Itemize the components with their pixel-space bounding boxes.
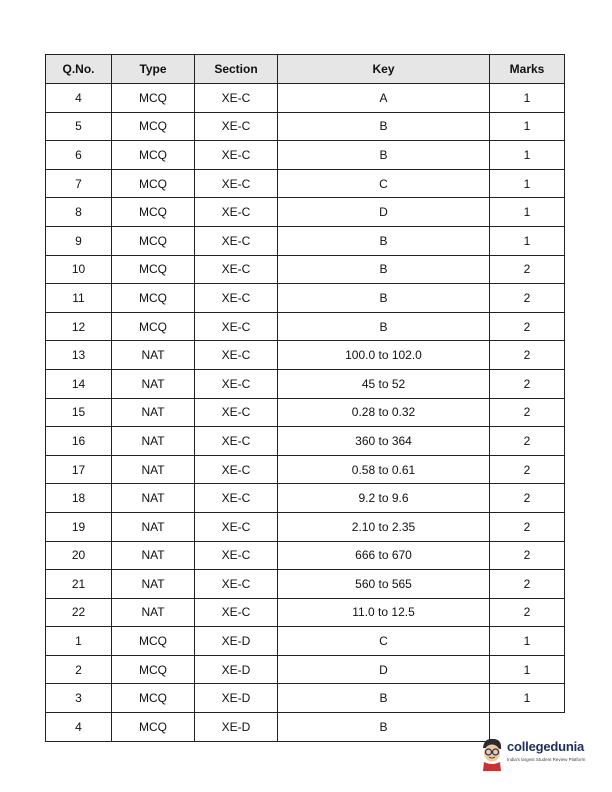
cell-marks: 1 xyxy=(490,198,565,227)
cell-type: NAT xyxy=(112,398,195,427)
cell-section: XE-C xyxy=(195,398,278,427)
cell-key: 0.58 to 0.61 xyxy=(278,455,490,484)
cell-type: MCQ xyxy=(112,655,195,684)
cell-section: XE-C xyxy=(195,541,278,570)
cell-qno: 6 xyxy=(46,141,112,170)
cell-marks: 2 xyxy=(490,427,565,456)
cell-key: B xyxy=(278,713,490,742)
cell-qno: 21 xyxy=(46,570,112,599)
cell-key: 2.10 to 2.35 xyxy=(278,512,490,541)
header-marks: Marks xyxy=(490,55,565,84)
cell-marks: 2 xyxy=(490,284,565,313)
table-row xyxy=(46,141,565,170)
cell-type: MCQ xyxy=(112,684,195,713)
table-row xyxy=(46,398,565,427)
table-row xyxy=(46,655,565,684)
cell-qno: 3 xyxy=(46,684,112,713)
table-body xyxy=(46,84,565,742)
cell-section: XE-D xyxy=(195,713,278,742)
cell-section: XE-C xyxy=(195,455,278,484)
cell-marks: 2 xyxy=(490,369,565,398)
cell-marks: 2 xyxy=(490,541,565,570)
cell-key: B xyxy=(278,312,490,341)
table-row xyxy=(46,627,565,656)
table-row xyxy=(46,512,565,541)
header-type: Type xyxy=(112,55,195,84)
cell-key: 666 to 670 xyxy=(278,541,490,570)
cell-qno: 4 xyxy=(46,713,112,742)
cell-marks: 2 xyxy=(490,570,565,599)
cell-qno: 7 xyxy=(46,169,112,198)
cell-marks: 1 xyxy=(490,141,565,170)
cell-marks: 1 xyxy=(490,226,565,255)
cell-qno: 13 xyxy=(46,341,112,370)
table-row xyxy=(46,198,565,227)
table-row xyxy=(46,570,565,599)
cell-qno: 14 xyxy=(46,369,112,398)
cell-marks: 2 xyxy=(490,598,565,627)
cell-section: XE-C xyxy=(195,284,278,313)
cell-qno: 17 xyxy=(46,455,112,484)
cell-qno: 5 xyxy=(46,112,112,141)
header-key: Key xyxy=(278,55,490,84)
cell-type: NAT xyxy=(112,598,195,627)
table-row xyxy=(46,341,565,370)
cell-section: XE-D xyxy=(195,627,278,656)
cell-key: D xyxy=(278,198,490,227)
header-section: Section xyxy=(195,55,278,84)
cell-section: XE-C xyxy=(195,312,278,341)
table-row xyxy=(46,255,565,284)
cell-qno: 4 xyxy=(46,84,112,113)
mascot-icon xyxy=(478,736,506,772)
cell-section: XE-C xyxy=(195,341,278,370)
table-row xyxy=(46,112,565,141)
cell-qno: 20 xyxy=(46,541,112,570)
cell-type: MCQ xyxy=(112,627,195,656)
cell-type: MCQ xyxy=(112,169,195,198)
cell-key: 560 to 565 xyxy=(278,570,490,599)
cell-section: XE-C xyxy=(195,570,278,599)
cell-key: D xyxy=(278,655,490,684)
cell-section: XE-C xyxy=(195,484,278,513)
cell-section: XE-C xyxy=(195,226,278,255)
cell-key: B xyxy=(278,141,490,170)
cell-key: 11.0 to 12.5 xyxy=(278,598,490,627)
cell-type: NAT xyxy=(112,512,195,541)
cell-section: XE-C xyxy=(195,369,278,398)
cell-key: 45 to 52 xyxy=(278,369,490,398)
cell-key: 360 to 364 xyxy=(278,427,490,456)
cell-key: B xyxy=(278,255,490,284)
cell-section: XE-C xyxy=(195,84,278,113)
cell-key: B xyxy=(278,226,490,255)
cell-marks: 2 xyxy=(490,512,565,541)
cell-marks: 2 xyxy=(490,398,565,427)
table-row xyxy=(46,598,565,627)
cell-qno: 1 xyxy=(46,627,112,656)
cell-type: NAT xyxy=(112,455,195,484)
cell-type: MCQ xyxy=(112,141,195,170)
cell-marks: 2 xyxy=(490,484,565,513)
cell-qno: 19 xyxy=(46,512,112,541)
cell-type: MCQ xyxy=(112,198,195,227)
cell-type: MCQ xyxy=(112,112,195,141)
cell-type: NAT xyxy=(112,341,195,370)
cell-qno: 10 xyxy=(46,255,112,284)
cell-type: NAT xyxy=(112,541,195,570)
cell-section: XE-C xyxy=(195,427,278,456)
cell-key: 100.0 to 102.0 xyxy=(278,341,490,370)
cell-type: MCQ xyxy=(112,255,195,284)
cell-qno: 9 xyxy=(46,226,112,255)
table-row xyxy=(46,226,565,255)
header-qno: Q.No. xyxy=(46,55,112,84)
table-row xyxy=(46,684,565,713)
cell-qno: 2 xyxy=(46,655,112,684)
cell-type: MCQ xyxy=(112,312,195,341)
table-row xyxy=(46,427,565,456)
cell-section: XE-C xyxy=(195,598,278,627)
cell-type: NAT xyxy=(112,570,195,599)
cell-marks: 1 xyxy=(490,84,565,113)
table-row xyxy=(46,284,565,313)
cell-section: XE-D xyxy=(195,684,278,713)
cell-section: XE-C xyxy=(195,169,278,198)
cell-section: XE-C xyxy=(195,198,278,227)
table-row xyxy=(46,484,565,513)
cell-qno: 8 xyxy=(46,198,112,227)
cell-key: B xyxy=(278,284,490,313)
cell-marks: 1 xyxy=(490,169,565,198)
cell-type: NAT xyxy=(112,427,195,456)
cell-type: MCQ xyxy=(112,284,195,313)
cell-qno: 16 xyxy=(46,427,112,456)
table-header-row xyxy=(46,55,565,84)
collegedunia-logo xyxy=(478,736,608,776)
cell-key: C xyxy=(278,169,490,198)
cell-key: B xyxy=(278,684,490,713)
cell-marks: 2 xyxy=(490,312,565,341)
answer-key-table xyxy=(45,54,565,742)
cell-marks: 2 xyxy=(490,341,565,370)
cell-type: MCQ xyxy=(112,84,195,113)
table-row xyxy=(46,84,565,113)
cell-key: C xyxy=(278,627,490,656)
cell-marks: 1 xyxy=(490,655,565,684)
cell-marks: 1 xyxy=(490,627,565,656)
cell-qno: 12 xyxy=(46,312,112,341)
cell-key: B xyxy=(278,112,490,141)
table-row xyxy=(46,369,565,398)
table-row xyxy=(46,541,565,570)
logo-wordmark: collegedunia xyxy=(507,739,585,754)
cell-type: MCQ xyxy=(112,226,195,255)
cell-type: NAT xyxy=(112,484,195,513)
cell-section: XE-C xyxy=(195,141,278,170)
logo-tagline: India's largest Student Review Platform xyxy=(507,757,586,762)
cell-qno: 11 xyxy=(46,284,112,313)
cell-key: A xyxy=(278,84,490,113)
table-row xyxy=(46,455,565,484)
cell-type: MCQ xyxy=(112,713,195,742)
cell-key: 9.2 to 9.6 xyxy=(278,484,490,513)
cell-qno: 15 xyxy=(46,398,112,427)
cell-marks: 1 xyxy=(490,684,565,713)
cell-qno: 22 xyxy=(46,598,112,627)
cell-section: XE-D xyxy=(195,655,278,684)
cell-section: XE-C xyxy=(195,512,278,541)
cell-type: NAT xyxy=(112,369,195,398)
cell-key: 0.28 to 0.32 xyxy=(278,398,490,427)
cell-section: XE-C xyxy=(195,112,278,141)
cell-marks: 1 xyxy=(490,112,565,141)
cell-qno: 18 xyxy=(46,484,112,513)
cell-marks: 2 xyxy=(490,455,565,484)
table-row xyxy=(46,169,565,198)
cell-marks: 2 xyxy=(490,255,565,284)
table-row xyxy=(46,312,565,341)
cell-section: XE-C xyxy=(195,255,278,284)
